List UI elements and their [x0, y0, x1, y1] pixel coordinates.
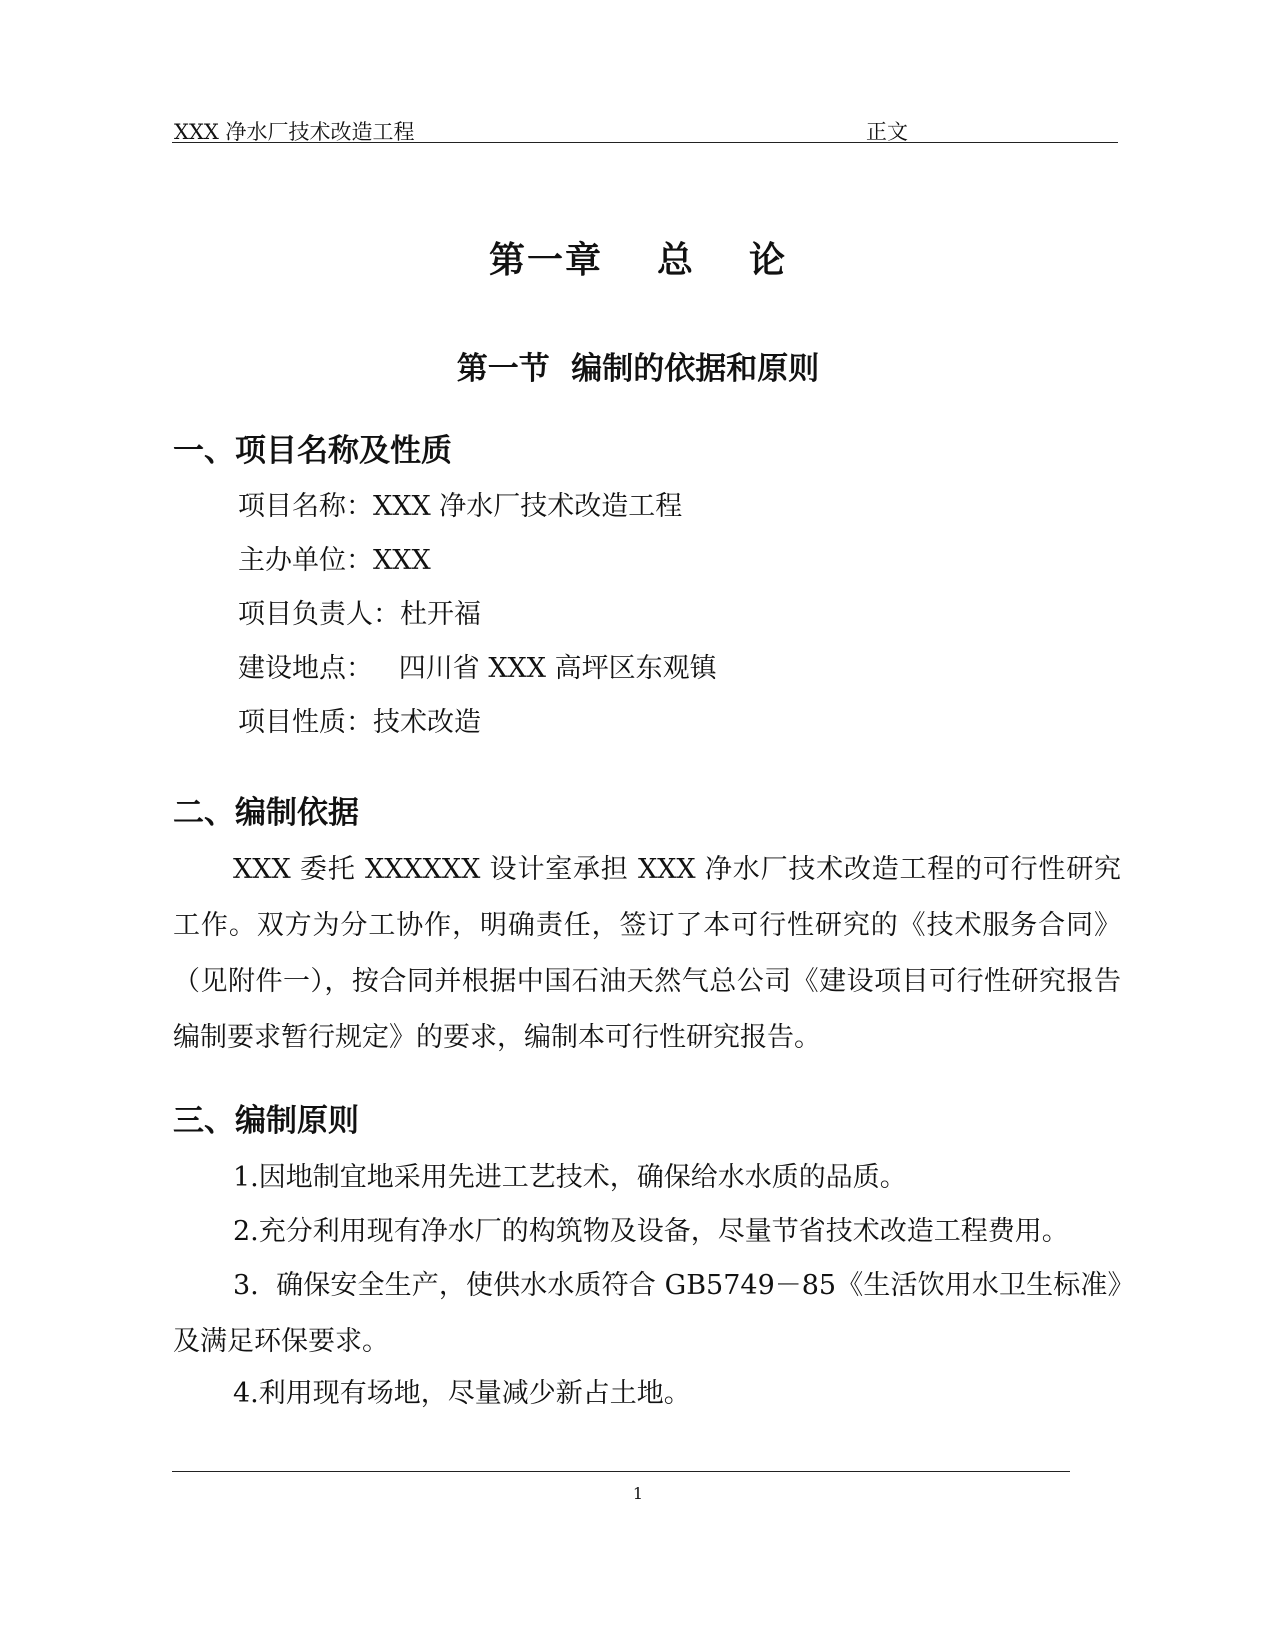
footer-rule: [172, 1471, 1070, 1472]
chapter-title: [0, 232, 1276, 283]
principle-3: 3. 确保安全生产，使供水水质符合 GB5749－85《生活饮用水卫生标准》及满足环保要求。: [173, 1270, 1121, 1357]
heading-project-name: 一、项目名称及性质: [173, 433, 452, 469]
page-header: [172, 112, 1118, 143]
chapter-number: 第一章: [488, 240, 603, 281]
item-host-unit: 主办单位：XXX: [238, 545, 431, 576]
item-project-nature: 项目性质：技术改造: [238, 707, 481, 738]
header-section-label: 正文: [866, 120, 908, 144]
chapter-title-char-2: 论: [749, 240, 788, 281]
page-number: 1: [632, 1484, 644, 1503]
principle-4: 4.利用现有场地，尽量减少新占土地。: [233, 1378, 691, 1409]
basis-paragraph: XXX 委托 XXXXXX 设计室承担 XXX 净水厂技术改造工程的可行性研究工作。双方为分工协作，明确责任，签订了本可行性研究的《技术服务合同》（见附件一），按合同并根据中国石油天然气总公司《建设项目可行性研究报告编制要求暂行规定》的要求，编制本可行性研究报告。: [173, 854, 1121, 1053]
principle-2: 2.充分利用现有净水厂的构筑物及设备，尽量节省技术改造工程费用。: [233, 1216, 1069, 1247]
item-location: 建设地点： 四川省 XXX 高坪区东观镇: [238, 653, 717, 684]
principle-1: 1.因地制宜地采用先进工艺技术，确保给水水质的品质。: [233, 1162, 907, 1193]
heading-principles: 三、编制原则: [173, 1103, 359, 1139]
chapter-title-char-1: 总: [656, 240, 695, 281]
header-document-title: XXX 净水厂技术改造工程: [174, 120, 415, 144]
heading-basis: 二、编制依据: [173, 795, 359, 831]
item-project-leader: 项目负责人：杜开福: [238, 599, 481, 630]
item-project-name: 项目名称：XXX 净水厂技术改造工程: [238, 491, 683, 522]
section-title: 第一节 编制的依据和原则: [456, 351, 820, 387]
